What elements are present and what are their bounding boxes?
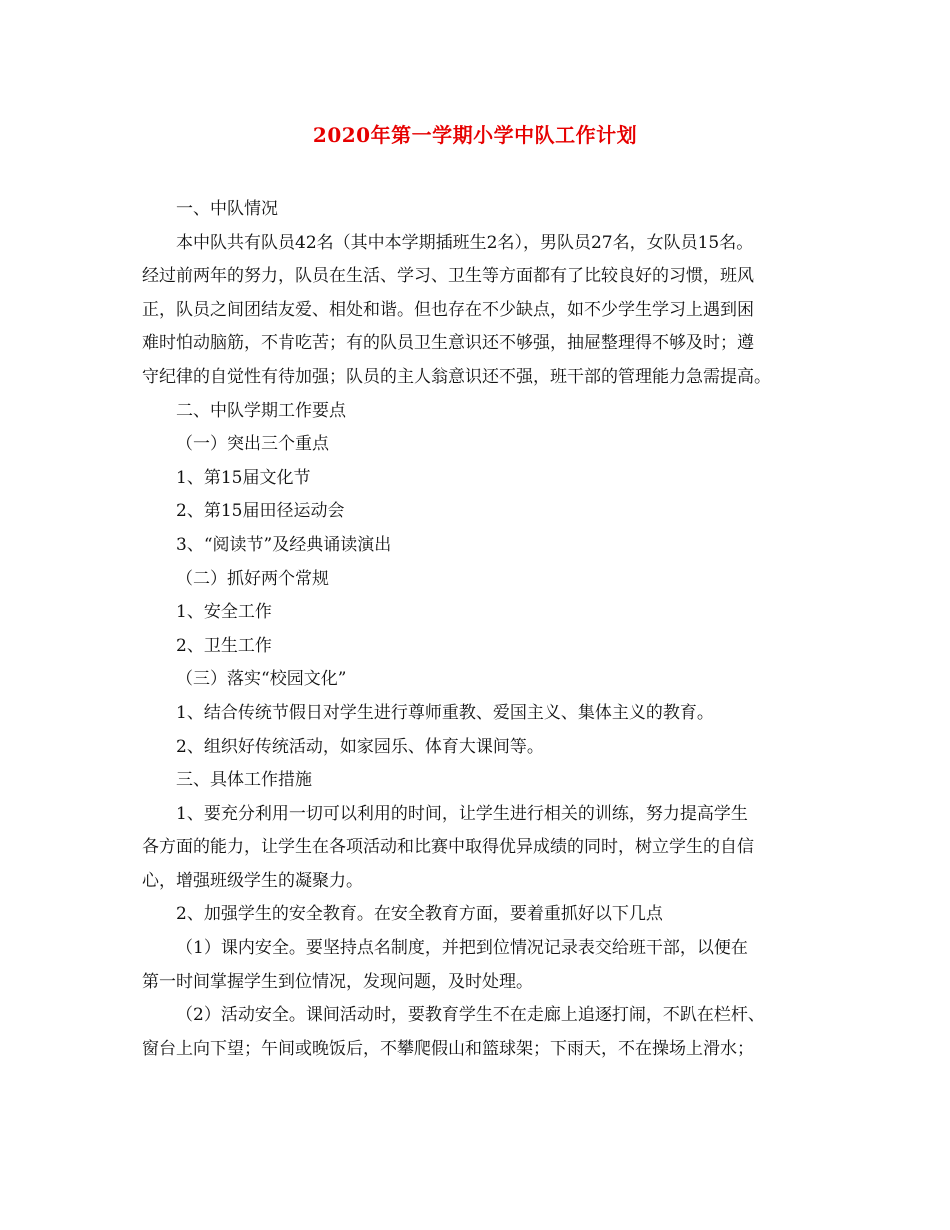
section-heading: 二、中队学期工作要点 [176, 400, 346, 421]
paragraph-line: 守纪律的自觉性有待加强；队员的主人翁意识还不强，班干部的管理能力急需提高。 [142, 366, 771, 387]
list-item: 1、第15届文化节 [176, 467, 311, 488]
paragraph-line: 2、加强学生的安全教育。在安全教育方面，要着重抓好以下几点 [176, 904, 663, 925]
document-body [142, 193, 832, 1066]
subsection-heading: （一）突出三个重点 [176, 434, 329, 455]
list-item: 2、组织好传统活动，如家园乐、体育大课间等。 [176, 736, 544, 757]
list-item: 1、结合传统节假日对学生进行尊师重教、爱国主义、集体主义的教育。 [176, 702, 714, 723]
subsection-heading: （三）落实“校园文化” [176, 669, 347, 690]
subsection-heading: （二）抓好两个常规 [176, 568, 329, 589]
paragraph-line: 第一时间掌握学生到位情况，发现问题，及时处理。 [142, 971, 533, 992]
paragraph-line: 本中队共有队员42名（其中本学期插班生2名），男队员27名，女队员15名。 [176, 232, 754, 253]
paragraph-line: 难时怕动脑筋，不肯吃苦；有的队员卫生意识还不够强，抽屉整理得不够及时；遵 [142, 333, 754, 354]
paragraph-line: 1、要充分利用一切可以利用的时间，让学生进行相关的训练，努力提高学生 [176, 803, 748, 824]
list-item: 2、卫生工作 [176, 635, 272, 656]
list-item: 3、“阅读节”及经典诵读演出 [176, 534, 392, 555]
section-heading: 一、中队情况 [176, 199, 278, 219]
paragraph-line: 正，队员之间团结友爱、相处和谐。但也存在不少缺点，如不少学生学习上遇到困 [142, 299, 754, 320]
paragraph-line: 各方面的能力，让学生在各项活动和比赛中取得优异成绩的同时，树立学生的自信 [142, 837, 754, 858]
list-item: 1、安全工作 [176, 602, 272, 623]
paragraph-line: 窗台上向下望；午间或晚饭后，不攀爬假山和篮球架；下雨天，不在操场上滑水； [142, 1038, 754, 1059]
paragraph-line: 心，增强班级学生的凝聚力。 [142, 870, 363, 891]
list-item: 2、第15届田径运动会 [176, 501, 345, 522]
section-heading: 三、具体工作措施 [176, 770, 312, 791]
paragraph-line: （2）活动安全。课间活动时，要教育学生不在走廊上追逐打闹，不趴在栏杆、 [176, 1005, 765, 1026]
document-title: 2020年第一学期小学中队工作计划 [312, 123, 638, 147]
paragraph-line: （1）课内安全。要坚持点名制度，并把到位情况记录表交给班干部，以便在 [176, 938, 748, 959]
paragraph-line: 经过前两年的努力，队员在生活、学习、卫生等方面都有了比较良好的习惯，班风 [142, 266, 754, 287]
